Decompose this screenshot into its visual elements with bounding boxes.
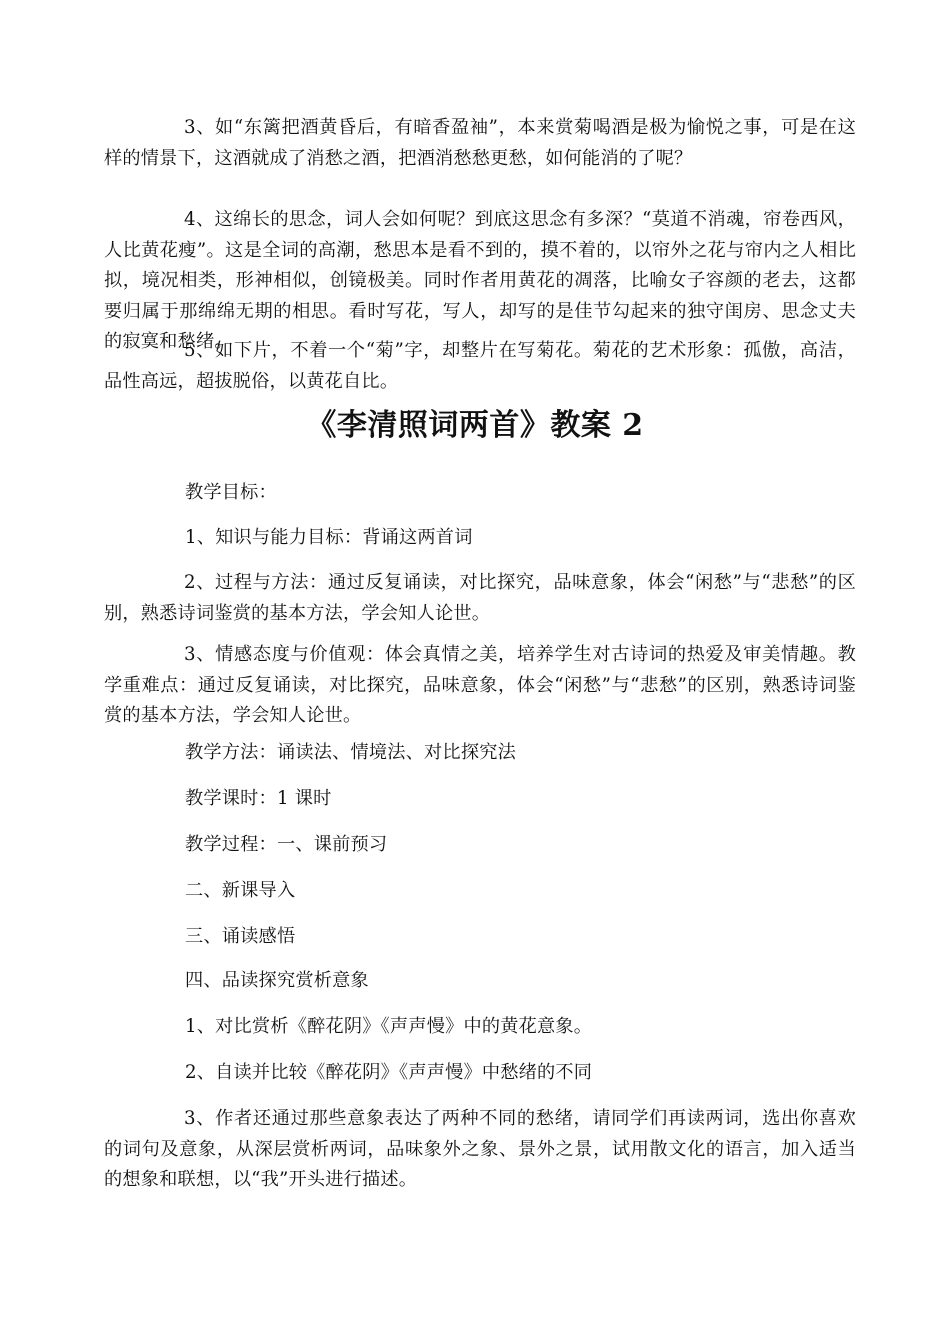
teaching-process: 教学过程：一、课前预习 <box>185 834 388 855</box>
objectives-heading: 教学目标： <box>185 482 277 503</box>
paragraph-5: 5、如下片，不着一个“菊”字，却整片在写菊花。菊花的艺术形象：孤傲，高洁，品性高远，超拔脱俗，以黄花自比。 <box>104 340 856 392</box>
step-new-lesson: 二、新课导入 <box>185 880 296 901</box>
objective-3: 3、情感态度与价值观：体会真情之美，培养学生对古诗词的热爱及审美情趣。教学重难点：通过反复诵读，对比探究，品味意象，体会“闲愁”与“悲愁”的区别，熟悉诗词鉴赏的基本方法，学会知人论世。 <box>104 644 856 726</box>
paragraph-4: 4、这绵长的思念，词人会如何呢？到底这思念有多深？“莫道不消魂，帘卷西风，人比黄花瘦”。这是全词的高潮，愁思本是看不到的，摸不着的，以帘外之花与帘内之人相比拟，境况相类，形神相似，创镜极美。同时作者用黄花的凋落，比喻女子容颜的老去，这都要归属于那绵绵无期的相思。看时写花，写人，却写的是佳节勾起来的独守闺房、思念丈夫的寂寞和愁绪。 <box>104 209 856 352</box>
teaching-methods: 教学方法：诵读法、情境法、对比探究法 <box>185 742 516 763</box>
analysis-item-3: 3、作者还通过那些意象表达了两种不同的愁绪，请同学们再读两词，选出你喜欢的词句及意象，从深层赏析两词，品味象外之象、景外之景，试用散文化的语言，加入适当的想象和联想，以“我”开头进行描述。 <box>104 1108 856 1190</box>
analysis-item-1: 1、对比赏析《醉花阴》《声声慢》中的黄花意象。 <box>185 1016 593 1037</box>
step-analysis: 四、品读探究赏析意象 <box>185 970 369 991</box>
objective-2: 2、过程与方法：通过反复诵读，对比探究，品味意象，体会“闲愁”与“悲愁”的区别，熟悉诗词鉴赏的基本方法，学会知人论世。 <box>104 572 856 624</box>
paragraph-3: 3、如“东篱把酒黄昏后，有暗香盈袖”，本来赏菊喝酒是极为愉悦之事，可是在这样的情景下，这酒就成了消愁之酒，把酒消愁愁更愁，如何能消的了呢？ <box>104 117 856 169</box>
lesson-title: 《李清照词两首》教案 2 <box>306 408 644 443</box>
step-reading: 三、诵读感悟 <box>185 926 296 947</box>
analysis-item-2: 2、自读并比较《醉花阴》《声声慢》中愁绪的不同 <box>185 1062 593 1083</box>
objective-1: 1、知识与能力目标：背诵这两首词 <box>185 527 473 548</box>
teaching-hours: 教学课时：1 课时 <box>185 788 332 809</box>
